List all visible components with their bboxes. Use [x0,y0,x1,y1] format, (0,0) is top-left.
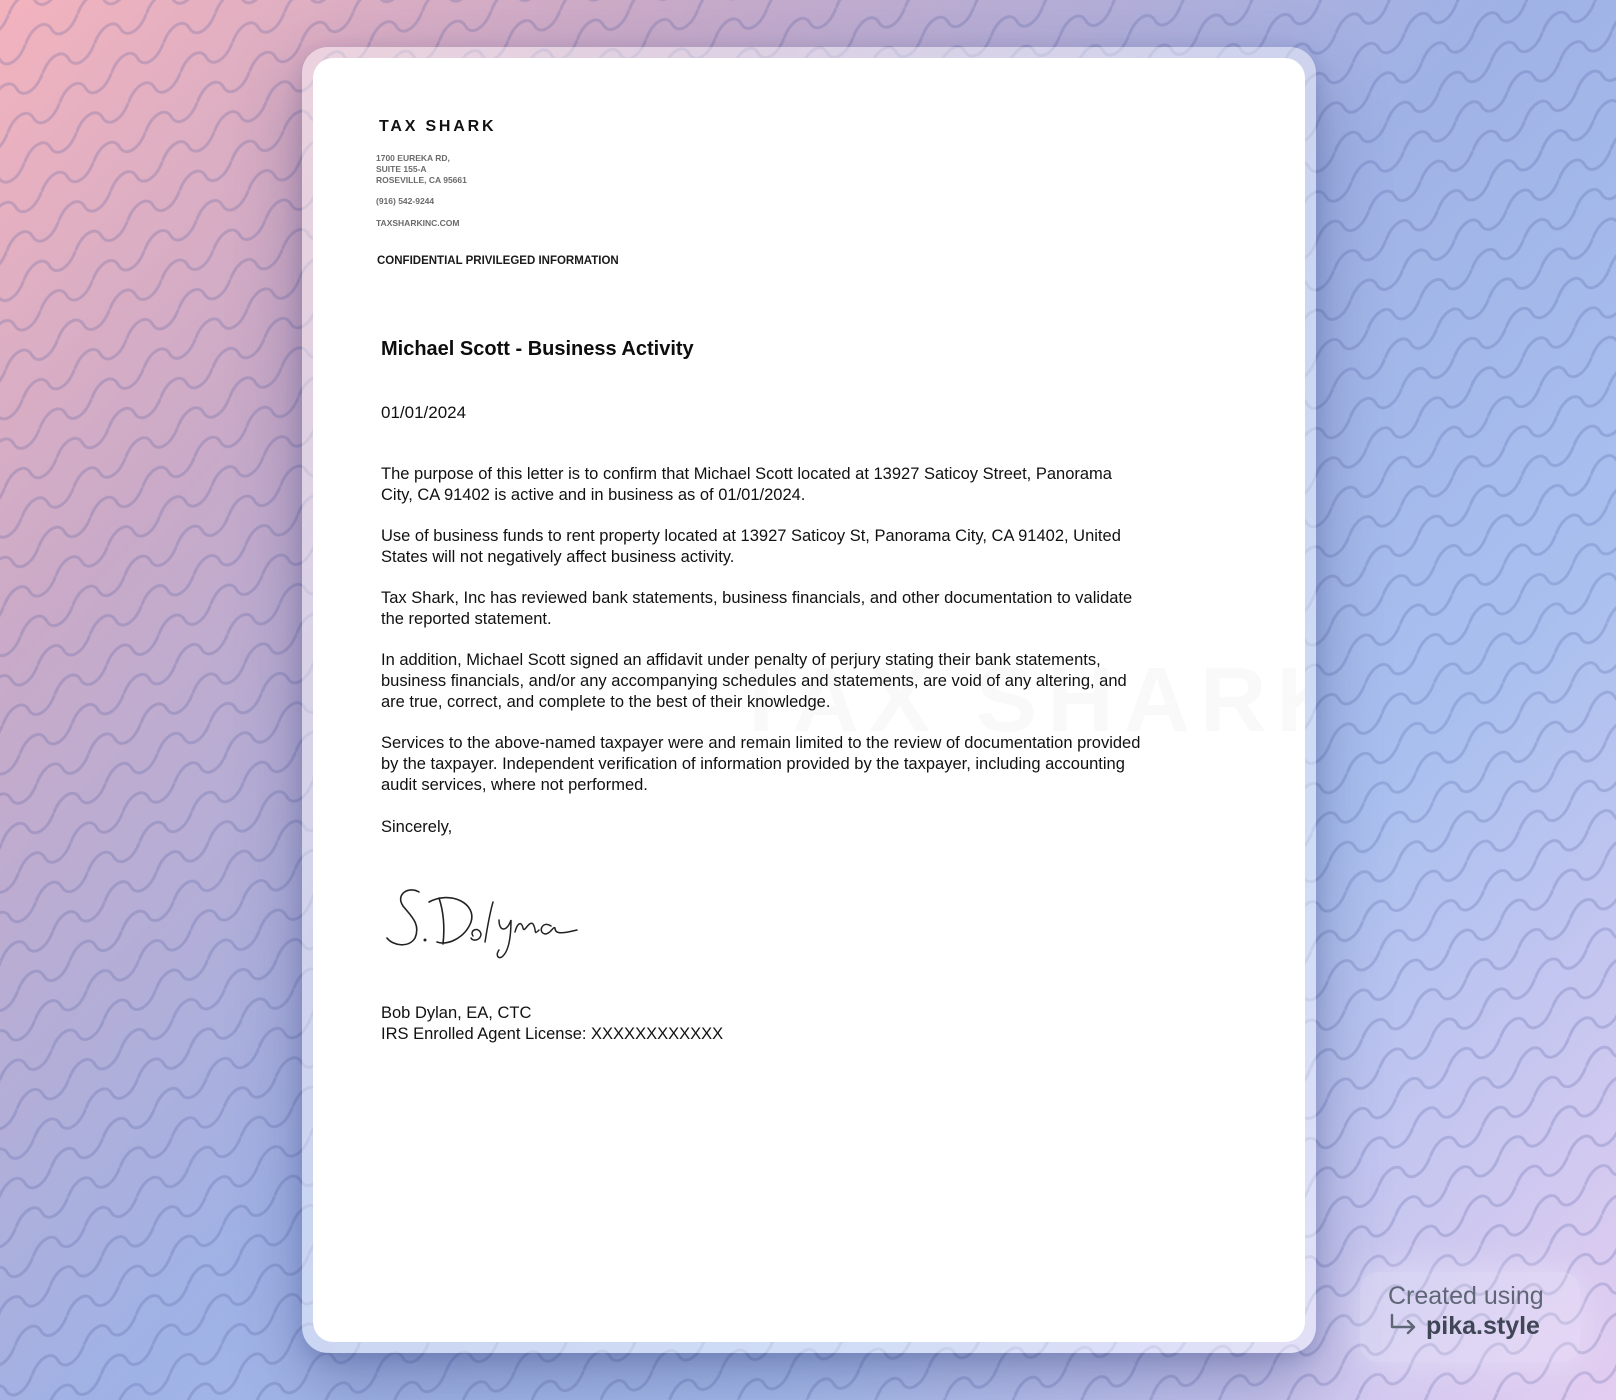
signer-block [381,1003,723,1045]
pika-style-credit[interactable] [1360,1272,1580,1362]
credit-created-using: Created using [1388,1282,1544,1310]
body-paragraph: Tax Shark, Inc has reviewed bank statements, business financials, and other documentation to validate the reported statement. [381,589,1133,628]
company-address [376,153,467,186]
company-phone: (916) 542-9244 [376,196,435,206]
letter-title: Michael Scott - Business Activity [381,338,694,360]
credit-brand [1388,1312,1540,1341]
letter-date: 01/01/2024 [381,403,467,422]
address-line: 1700 EUREKA RD, [376,153,450,163]
body-paragraph: Use of business funds to rent property located at 13927 Saticoy St, Panorama City, CA 91402, United States will not negatively affect business activity. [381,527,1121,566]
credit-brand-label: pika.style [1426,1312,1540,1340]
body-paragraph: In addition, Michael Scott signed an affidavit under penalty of perjury stating their bank statements, business financials, and/or any accompanying schedules and statements, are void of any altering, and are true, correct, and complete to the best of their knowledge. [381,651,1127,711]
confidential-notice: CONFIDENTIAL PRIVILEGED INFORMATION [377,255,619,267]
handwritten-signature [381,880,601,970]
body-paragraph: Services to the above-named taxpayer were and remain limited to the review of documentation provided by the taxpayer. Independent verification of information provided by the taxpayer, including accounting audit services, where not performed. [381,734,1141,794]
return-arrow-icon [1388,1313,1420,1337]
address-line: SUITE 155-A [376,164,427,174]
company-website: TAXSHARKINC.COM [376,218,460,228]
letter-body [381,464,1141,816]
signer-name: Bob Dylan, EA, CTC [381,1004,532,1022]
letter-page [313,58,1305,1342]
company-logo: TAX SHARK [379,118,497,135]
letter-closing: Sincerely, [381,818,453,836]
signer-license: IRS Enrolled Agent License: XXXXXXXXXXXX [381,1025,724,1043]
address-line: ROSEVILLE, CA 95661 [376,175,467,185]
body-paragraph: The purpose of this letter is to confirm that Michael Scott located at 13927 Saticoy Street, Panorama City, CA 91402 is active and in business as of 01/01/2024. [381,465,1112,504]
